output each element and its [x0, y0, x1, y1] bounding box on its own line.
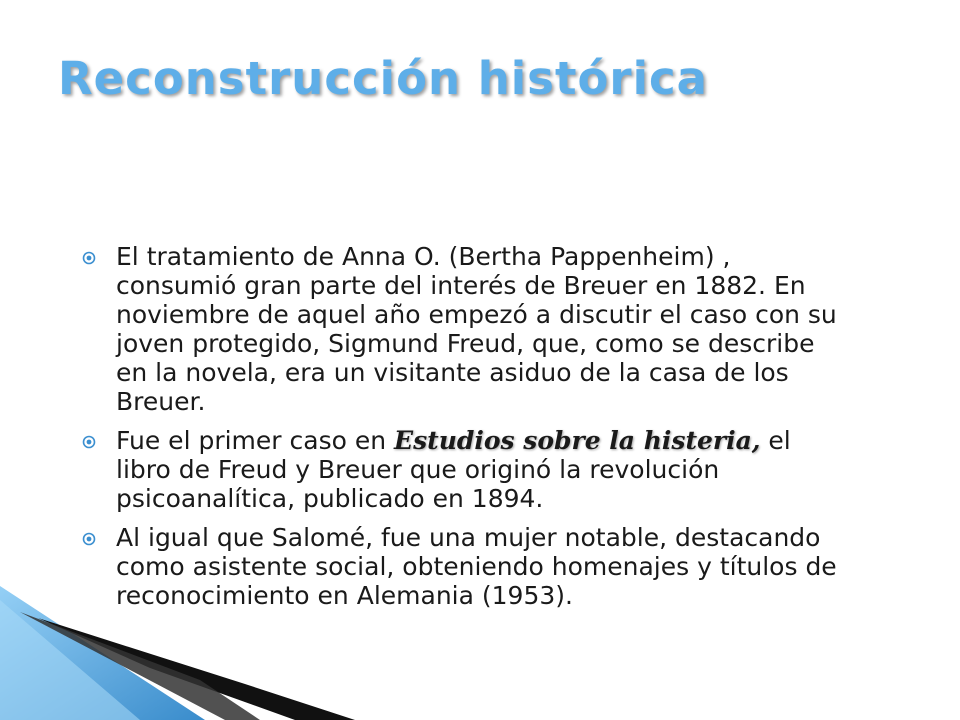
bullet-text: El tratamiento de Anna O. (Bertha Pappenheim) , consumió gran parte del interés de Breuer en 1882. En noviembre de aquel año empezó a discutir el caso con su joven protegido, Sigmund Freud, que, como se describe en la novela, era un visitante asiduo de la casa de los Breuer.	[116, 242, 837, 416]
circle-dot-icon	[82, 532, 96, 546]
bullet-text: Al igual que Salomé, fue una mujer notable, destacando como asistente social, obteniendo homenajes y títulos de reconocimiento en Alemania (1953).	[116, 523, 837, 610]
circle-dot-icon	[82, 435, 96, 449]
slide-title: Reconstrucción histórica	[58, 52, 709, 105]
bullet-item	[78, 426, 848, 513]
circle-dot-icon	[82, 251, 96, 265]
bullet-text: el libro de Freud y Breuer que originó la revolución psicoanalítica, publicado en 1894.	[116, 426, 791, 513]
bullet-item	[78, 523, 848, 610]
bullet-text: Fue el primer caso en	[116, 426, 395, 455]
bullet-list	[78, 242, 848, 620]
book-title-emphasis: Estudios sobre la histeria,	[394, 426, 761, 455]
bullet-item	[78, 242, 848, 416]
